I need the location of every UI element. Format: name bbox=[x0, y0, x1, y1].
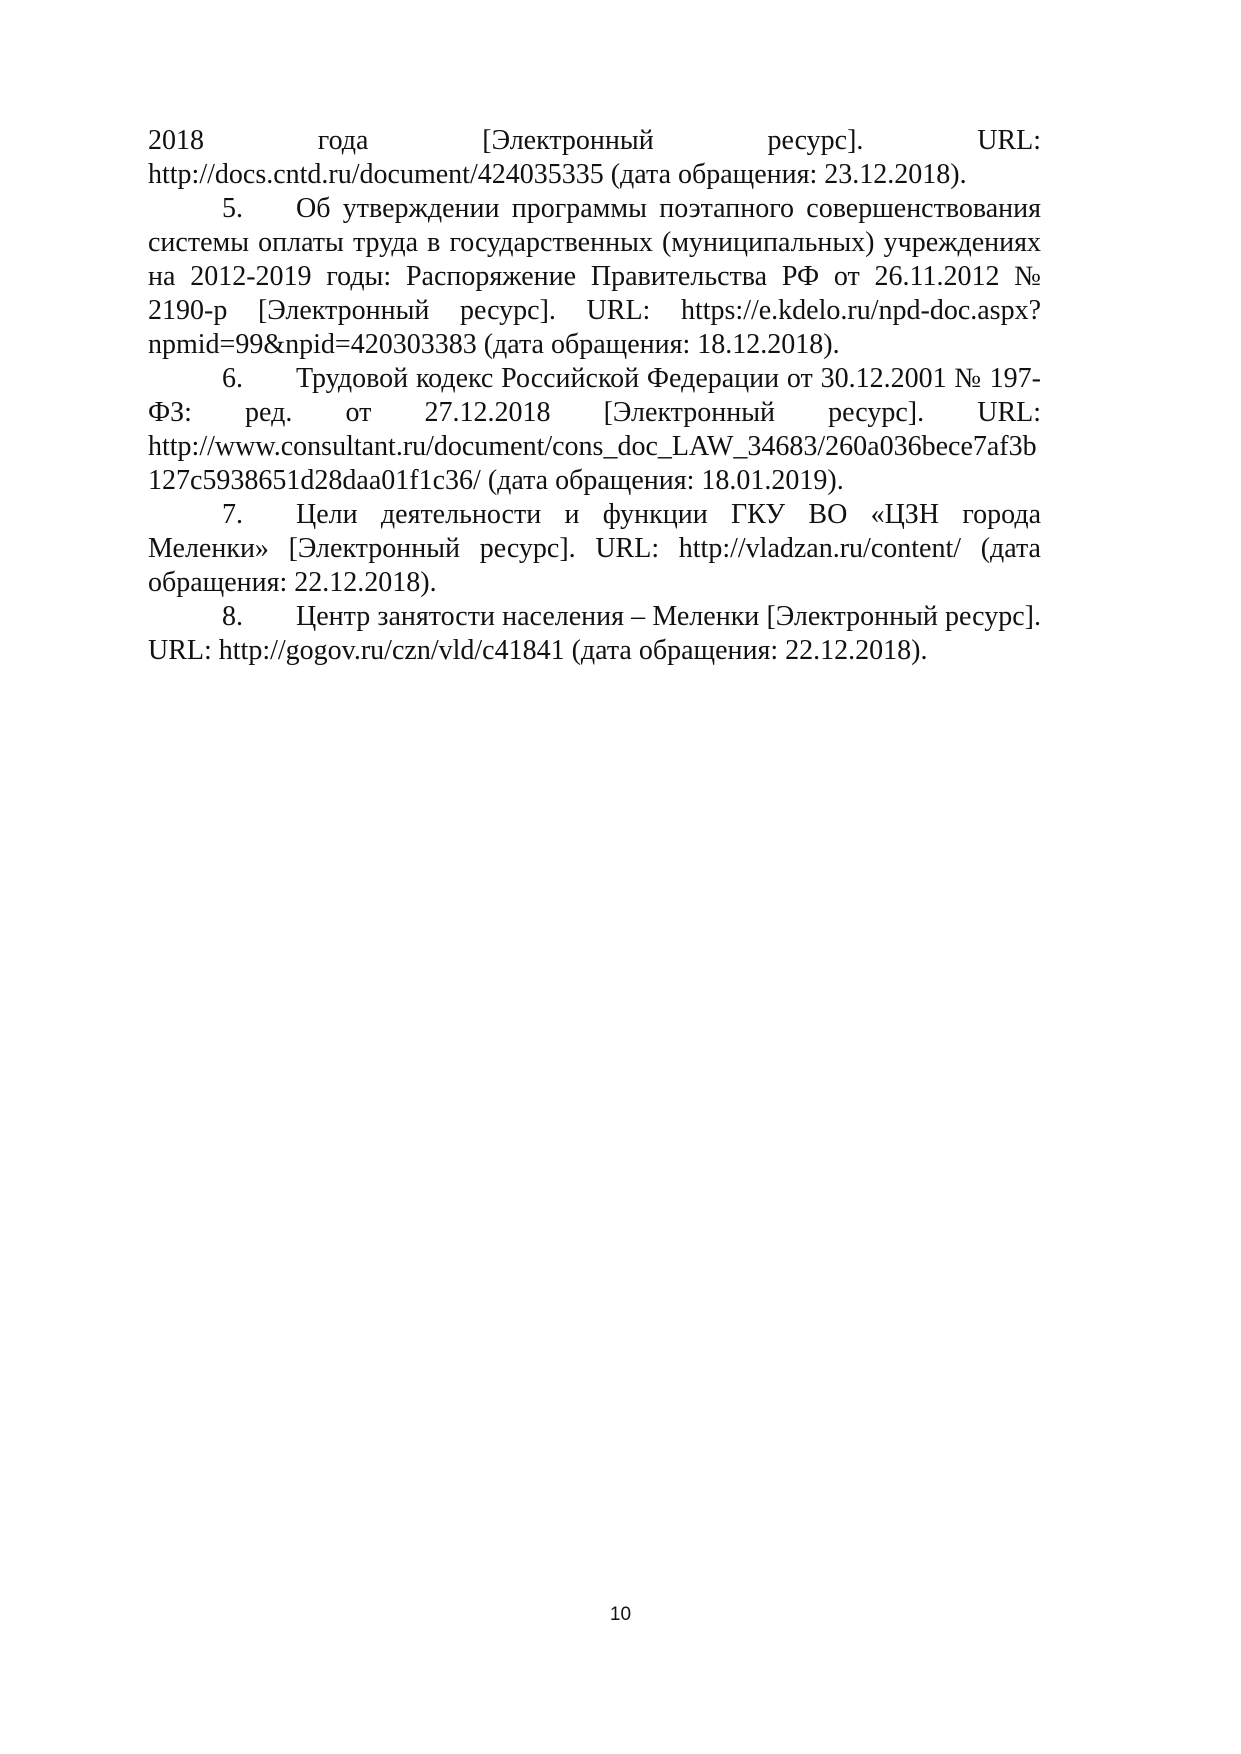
reference-number: 8. bbox=[222, 601, 243, 632]
reference-item bbox=[148, 362, 1041, 498]
reference-text: Центр занятости населения – Меленки [Электронный ресурс]. URL: http://gogov.ru/czn/vld/c41841 (дата обращения: 22.12.2018). bbox=[148, 601, 1041, 666]
reference-item bbox=[148, 600, 1041, 668]
reference-number: 6. bbox=[222, 363, 243, 394]
reference-item bbox=[148, 498, 1041, 600]
page-number: 10 bbox=[609, 1604, 632, 1625]
reference-number: 5. bbox=[222, 193, 243, 224]
reference-list bbox=[148, 124, 1041, 668]
reference-text: Об утверждении программы поэтапного совершенствования системы оплаты труда в государственных (муниципальных) учреждениях на 2012-2019 годы: Распоряжение Правительства РФ от 26.11.2012 № 2190-р [Электронный ресурс]. URL: https://e.kdelo.ru/npd-doc.aspx?npmid=99&npid=420303383 (дата обращения: 18.12.2018). bbox=[148, 193, 1041, 360]
reference-number: 7. bbox=[222, 499, 243, 530]
reference-continuation: 2018 года [Электронный ресурс]. URL: http://docs.cntd.ru/document/424035335 (дата обращения: 23.12.2018). bbox=[148, 125, 1041, 190]
reference-text: Трудовой кодекс Российской Федерации от 30.12.2001 № 197-ФЗ: ред. от 27.12.2018 [Электронный ресурс]. URL: http://www.consultant.ru/document/cons_doc_LAW_34683/260a036bece7af3b127c5938651d28daa01f1c36/ (дата обращения: 18.01.2019). bbox=[148, 363, 1041, 496]
reference-item bbox=[148, 192, 1041, 362]
reference-text: Цели деятельности и функции ГКУ ВО «ЦЗН города Меленки» [Электронный ресурс]. URL: http://vladzan.ru/content/ (дата обращения: 22.12.2018). bbox=[148, 499, 1041, 598]
